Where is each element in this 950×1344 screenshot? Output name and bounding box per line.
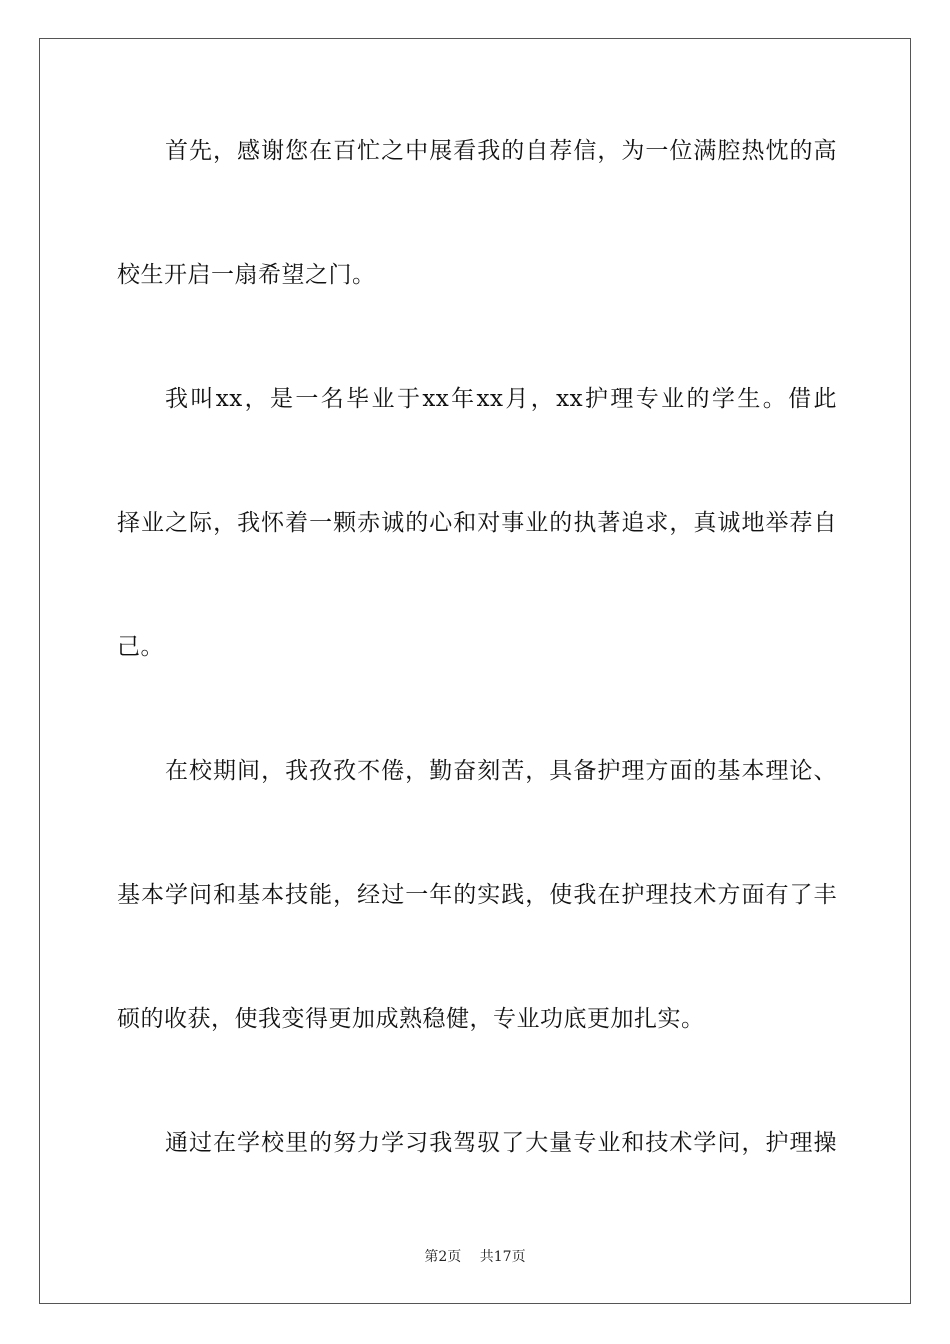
page-footer [0, 1248, 950, 1266]
paragraph-3-line-2: 基本学问和基本技能，经过一年的实践，使我在护理技术方面有了丰 [117, 882, 837, 908]
paragraph-3-line-1: 在校期间，我孜孜不倦，勤奋刻苦，具备护理方面的基本理论、 [165, 758, 837, 784]
paragraph-3-line-3: 硕的收获，使我变得更加成熟稳健，专业功底更加扎实。 [117, 1006, 705, 1032]
paragraph-4-line-1: 通过在学校里的努力学习我驾驭了大量专业和技术学问，护理操 [165, 1130, 837, 1156]
page-total: 共17页 [479, 1249, 526, 1265]
paragraph-2-line-2: 择业之际，我怀着一颗赤诚的心和对事业的执著追求，真诚地举荐自 [117, 510, 837, 536]
paragraph-2-line-1: 我叫xx，是一名毕业于xx年xx月，xx护理专业的学生。借此 [165, 386, 837, 412]
paragraph-2-line-3: 己。 [117, 634, 164, 660]
paragraph-1-line-2: 校生开启一扇希望之门。 [117, 262, 376, 288]
page-border [39, 38, 911, 1304]
paragraph-1-line-1: 首先，感谢您在百忙之中展看我的自荐信，为一位满腔热忱的高 [165, 138, 837, 164]
page-number: 第2页 [424, 1249, 462, 1265]
